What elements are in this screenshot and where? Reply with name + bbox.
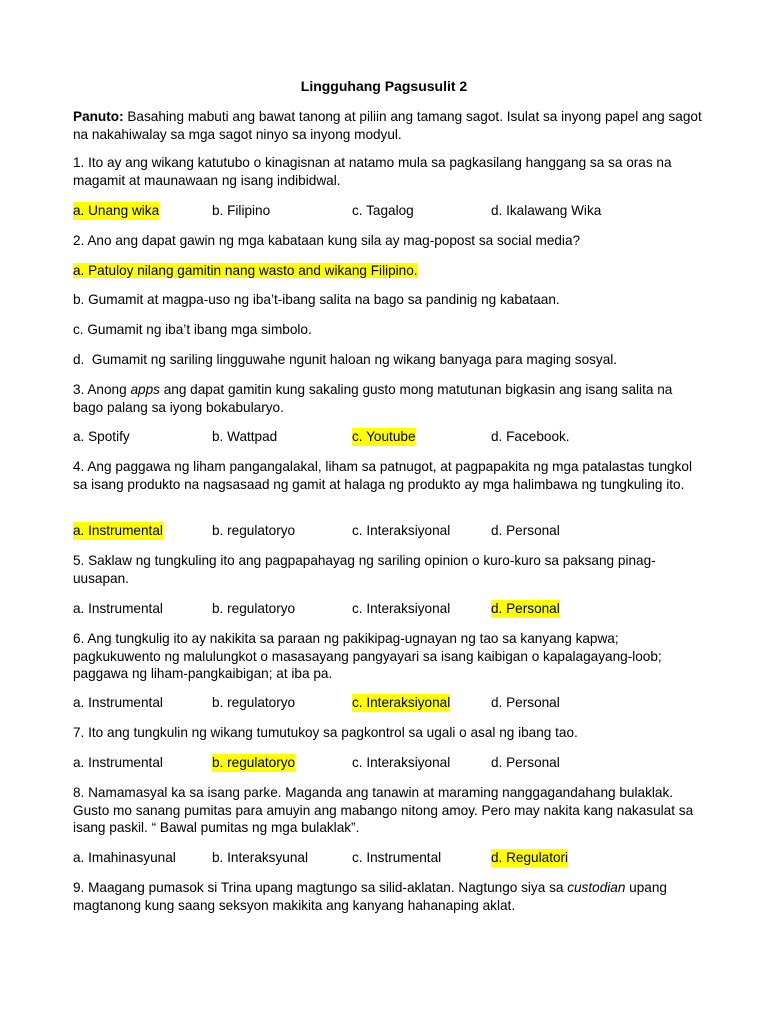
q9-text-italic: custodian <box>567 880 626 895</box>
q5-option-c: c. Interaksiyonal <box>352 601 451 616</box>
question-9 <box>73 879 703 914</box>
q1-option-a: a. Unang wika <box>73 203 160 218</box>
q9-text-before: 9. Maagang pumasok si Trina upang magtungo sa silid-aklatan. Nagtungo siya sa <box>73 880 568 895</box>
q2-option-d: d. Gumamit ng sariling lingguwahe ngunit haloan ng wikang banyaga para maging sosyal. <box>73 352 618 367</box>
q1-option-c: c. Tagalog <box>352 203 414 218</box>
q7-option-b: b. regulatoryo <box>212 755 296 770</box>
q5-option-d: d. Personal <box>491 601 560 616</box>
q2-option-a <box>73 262 703 280</box>
q7-option-c: c. Interaksiyonal <box>352 755 451 770</box>
question-6: 6. Ang tungkulig ito ay nakikita sa paraan ng pakikipag-ugnayan ng tao sa kanyang kapwa; pagkukuwento ng malulungkot o masasayang pangyayari sa isang kaibigan o kapalagayang-loob; paggawa ng liham-pangkaibigan; at iba pa. <box>73 631 666 681</box>
q4-option-d: d. Personal <box>491 523 560 538</box>
question-1: 1. Ito ay ang wikang katutubo o kinagisnan at natamo mula sa pagkasilang hanggang sa sa oras na magamit at maunawaan ng isang indibidwal. <box>73 155 676 188</box>
q3-option-d: d. Facebook. <box>491 429 570 444</box>
q2-option-c: c. Gumamit ng iba’t ibang mga simbolo. <box>73 322 312 337</box>
instructions <box>73 108 706 143</box>
question-1-options <box>73 202 703 220</box>
question-4-options <box>73 522 703 540</box>
q2-option-b: b. Gumamit at magpa-uso ng iba’t-ibang salita na bago sa pandinig ng kabataan. <box>73 292 560 307</box>
q3-option-c: c. Youtube <box>352 429 416 444</box>
question-5: 5. Saklaw ng tungkuling ito ang pagpapahayag ng sariling opinion o kuro-kuro sa paksang pinag-uusapan. <box>73 553 656 586</box>
question-2: 2. Ano ang dapat gawin ng mga kabataan kung sila ay mag-popost sa social media? <box>73 233 581 248</box>
q2-option-a-text: a. Patuloy nilang gamitin nang wasto and wikang Filipino. <box>73 263 418 278</box>
q4-option-a: a. Instrumental <box>73 523 163 538</box>
question-8: 8. Namamasyal ka sa isang parke. Maganda ang tanawin at maraming nanggagandahang bulaklak. Gusto mo sanang pumitas para amuyin ang mabango nitong amoy. Pero may nakita kang nakasulat sa isang paskil. “ Bawal pumitas ng mga bulaklak”. <box>73 785 697 835</box>
q8-option-a: a. Imahinasyunal <box>73 850 176 865</box>
q1-option-d: d. Ikalawang Wika <box>491 203 602 218</box>
question-6-options <box>73 694 703 712</box>
q5-option-b: b. regulatoryo <box>212 601 296 616</box>
q3-text-after: ang dapat gamitin kung sakaling gusto mong matutunan bigkasin ang isang salita na bago palang sa iyong bokabularyo. <box>73 382 677 415</box>
instructions-label: Panuto: <box>73 109 124 124</box>
q4-option-b: b. regulatoryo <box>212 523 296 538</box>
q7-option-d: d. Personal <box>491 755 560 770</box>
question-5-options <box>73 600 703 618</box>
q3-option-b: b. Wattpad <box>212 429 278 444</box>
question-7: 7. Ito ang tungkulin ng wikang tumutukoy sa pagkontrol sa ugali o asal ng ibang tao. <box>73 725 578 740</box>
page-title: Lingguhang Pagsusulit 2 <box>300 78 468 94</box>
instructions-text: Basahing mabuti ang bawat tanong at piliin ang tamang sagot. Isulat sa inyong papel ang sagot na nakahiwalay sa mga sagot ninyo sa inyong modyul. <box>73 109 706 142</box>
q7-option-a: a. Instrumental <box>73 755 163 770</box>
q3-text-italic: apps <box>130 382 160 397</box>
question-7-options <box>73 754 703 772</box>
question-8-options <box>73 849 703 867</box>
q6-option-a: a. Instrumental <box>73 695 163 710</box>
q5-option-a: a. Instrumental <box>73 601 163 616</box>
q1-option-b: b. Filipino <box>212 203 271 218</box>
question-3-options <box>73 428 703 446</box>
q4-option-c: c. Interaksiyonal <box>352 523 451 538</box>
q6-option-c: c. Interaksiyonal <box>352 695 451 710</box>
q8-option-c: c. Instrumental <box>352 850 442 865</box>
q9-text-after: upang magtanong kung saang seksyon makikita ang kanyang hahanaping aklat. <box>73 880 671 913</box>
question-3 <box>73 381 703 416</box>
q8-option-d: d. Regulatori <box>491 850 569 865</box>
q6-option-d: d. Personal <box>491 695 560 710</box>
q6-option-b: b. regulatoryo <box>212 695 296 710</box>
q8-option-b: b. Interaksyunal <box>212 850 308 865</box>
q3-option-a: a. Spotify <box>73 429 130 444</box>
question-4: 4. Ang paggawa ng liham pangangalakal, liham sa patnugot, at pagpapakita ng mga patalastas tungkol sa isang produkto na nagsasaad ng gamit at halaga ng produkto ay mga halimbawa ng tungkuling ito. <box>73 459 696 492</box>
q3-text-before: 3. Anong <box>73 382 131 397</box>
